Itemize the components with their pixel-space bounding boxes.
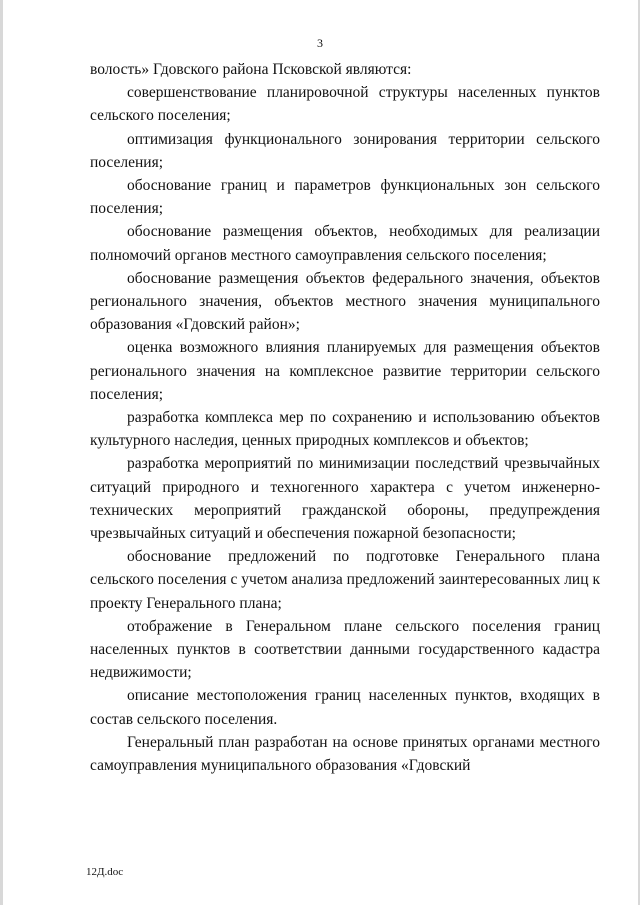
list-item: отображение в Генеральном плане сельского поселения границ населенных пунктов в соответствии данными государственного кадастра недвижимости; (90, 617, 600, 682)
list-item: разработка мероприятий по минимизации последствий чрезвычайных ситуаций природного и техногенного характера с учетом инженерно-технических мероприятий гражданской обороны, предупреждения чрезвычайных ситуаций и обеспечения пожарной безопасности; (90, 455, 600, 543)
list-item: оптимизация функционального зонирования территории сельского поселения; (90, 130, 600, 171)
list-item: обоснование границ и параметров функциональных зон сельского поселения; (90, 177, 600, 218)
list-item: обоснование размещения объектов, необходимых для реализации полномочий органов местного самоуправления сельского поселения; (90, 223, 600, 264)
file-name-footer: 12Д.doc (86, 866, 124, 878)
list-item: обоснование размещения объектов федерального значения, объектов регионального значения, объектов местного значения муниципального образования «Гдовский район»; (90, 269, 600, 334)
list-item: обоснование предложений по подготовке Генерального плана сельского поселения с учетом анализа предложений заинтересованных лиц к проекту Генерального плана; (90, 548, 600, 612)
list-item: разработка комплекса мер по сохранению и использованию объектов культурного наследия, ценных природных комплексов и объектов; (90, 409, 600, 450)
list-item: оценка возможного влияния планируемых для размещения объектов регионального значения на комплексное развитие территории сельского поселения; (90, 339, 600, 403)
document-body (90, 58, 600, 777)
page-number: 3 (317, 36, 323, 50)
list-item: описание местоположения границ населенных пунктов, входящих в состав сельского поселения. (90, 687, 600, 728)
paragraph-intro: волость» Гдовского района Псковской являются: (90, 61, 412, 78)
paragraph-general-plan: Генеральный план разработан на основе принятых органами местного самоуправления муниципального образования «Гдовский (90, 733, 600, 775)
list-item: совершенствование планировочной структуры населенных пунктов сельского поселения; (90, 84, 600, 125)
scan-left-edge (0, 0, 3, 905)
